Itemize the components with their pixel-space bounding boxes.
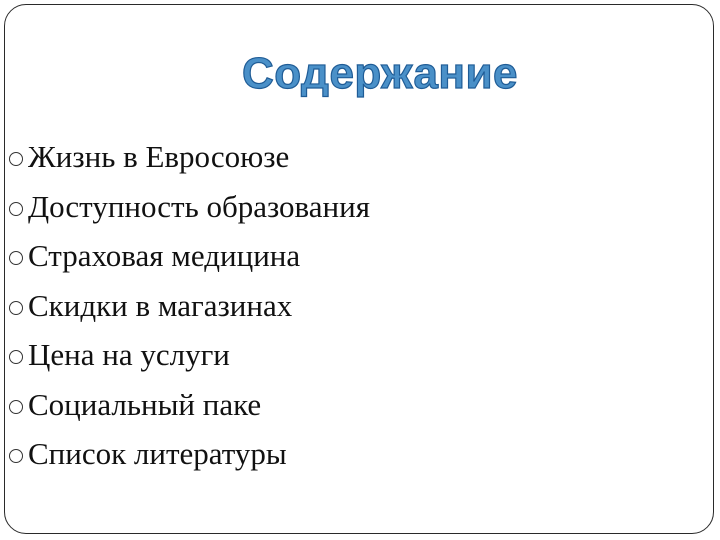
circle-bullet-icon bbox=[9, 449, 23, 463]
list-item-label: Жизнь в Евросоюзе bbox=[28, 139, 290, 174]
slide-title: Содержание bbox=[241, 49, 519, 98]
list-item bbox=[5, 288, 370, 338]
list-item bbox=[5, 337, 370, 387]
circle-bullet-icon bbox=[9, 251, 23, 265]
list-item bbox=[5, 139, 370, 189]
list-item bbox=[5, 238, 370, 288]
list-item-label: Список литературы bbox=[28, 436, 287, 471]
list-item-label: Страховая медицина bbox=[28, 238, 301, 273]
contents-list bbox=[5, 139, 370, 486]
circle-bullet-icon bbox=[9, 350, 23, 364]
circle-bullet-icon bbox=[9, 152, 23, 166]
list-item-label: Социальный паке bbox=[28, 386, 262, 422]
list-item bbox=[5, 436, 370, 486]
list-item bbox=[5, 387, 370, 437]
list-item-label: Цена на услуги bbox=[28, 337, 230, 372]
list-item bbox=[5, 189, 370, 239]
circle-bullet-icon bbox=[9, 400, 23, 414]
list-item-label: Скидки в магазинах bbox=[28, 287, 293, 323]
circle-bullet-icon bbox=[9, 301, 23, 315]
circle-bullet-icon bbox=[9, 202, 23, 216]
list-item-label: Доступность образования bbox=[28, 188, 370, 224]
slide-frame bbox=[4, 4, 714, 534]
